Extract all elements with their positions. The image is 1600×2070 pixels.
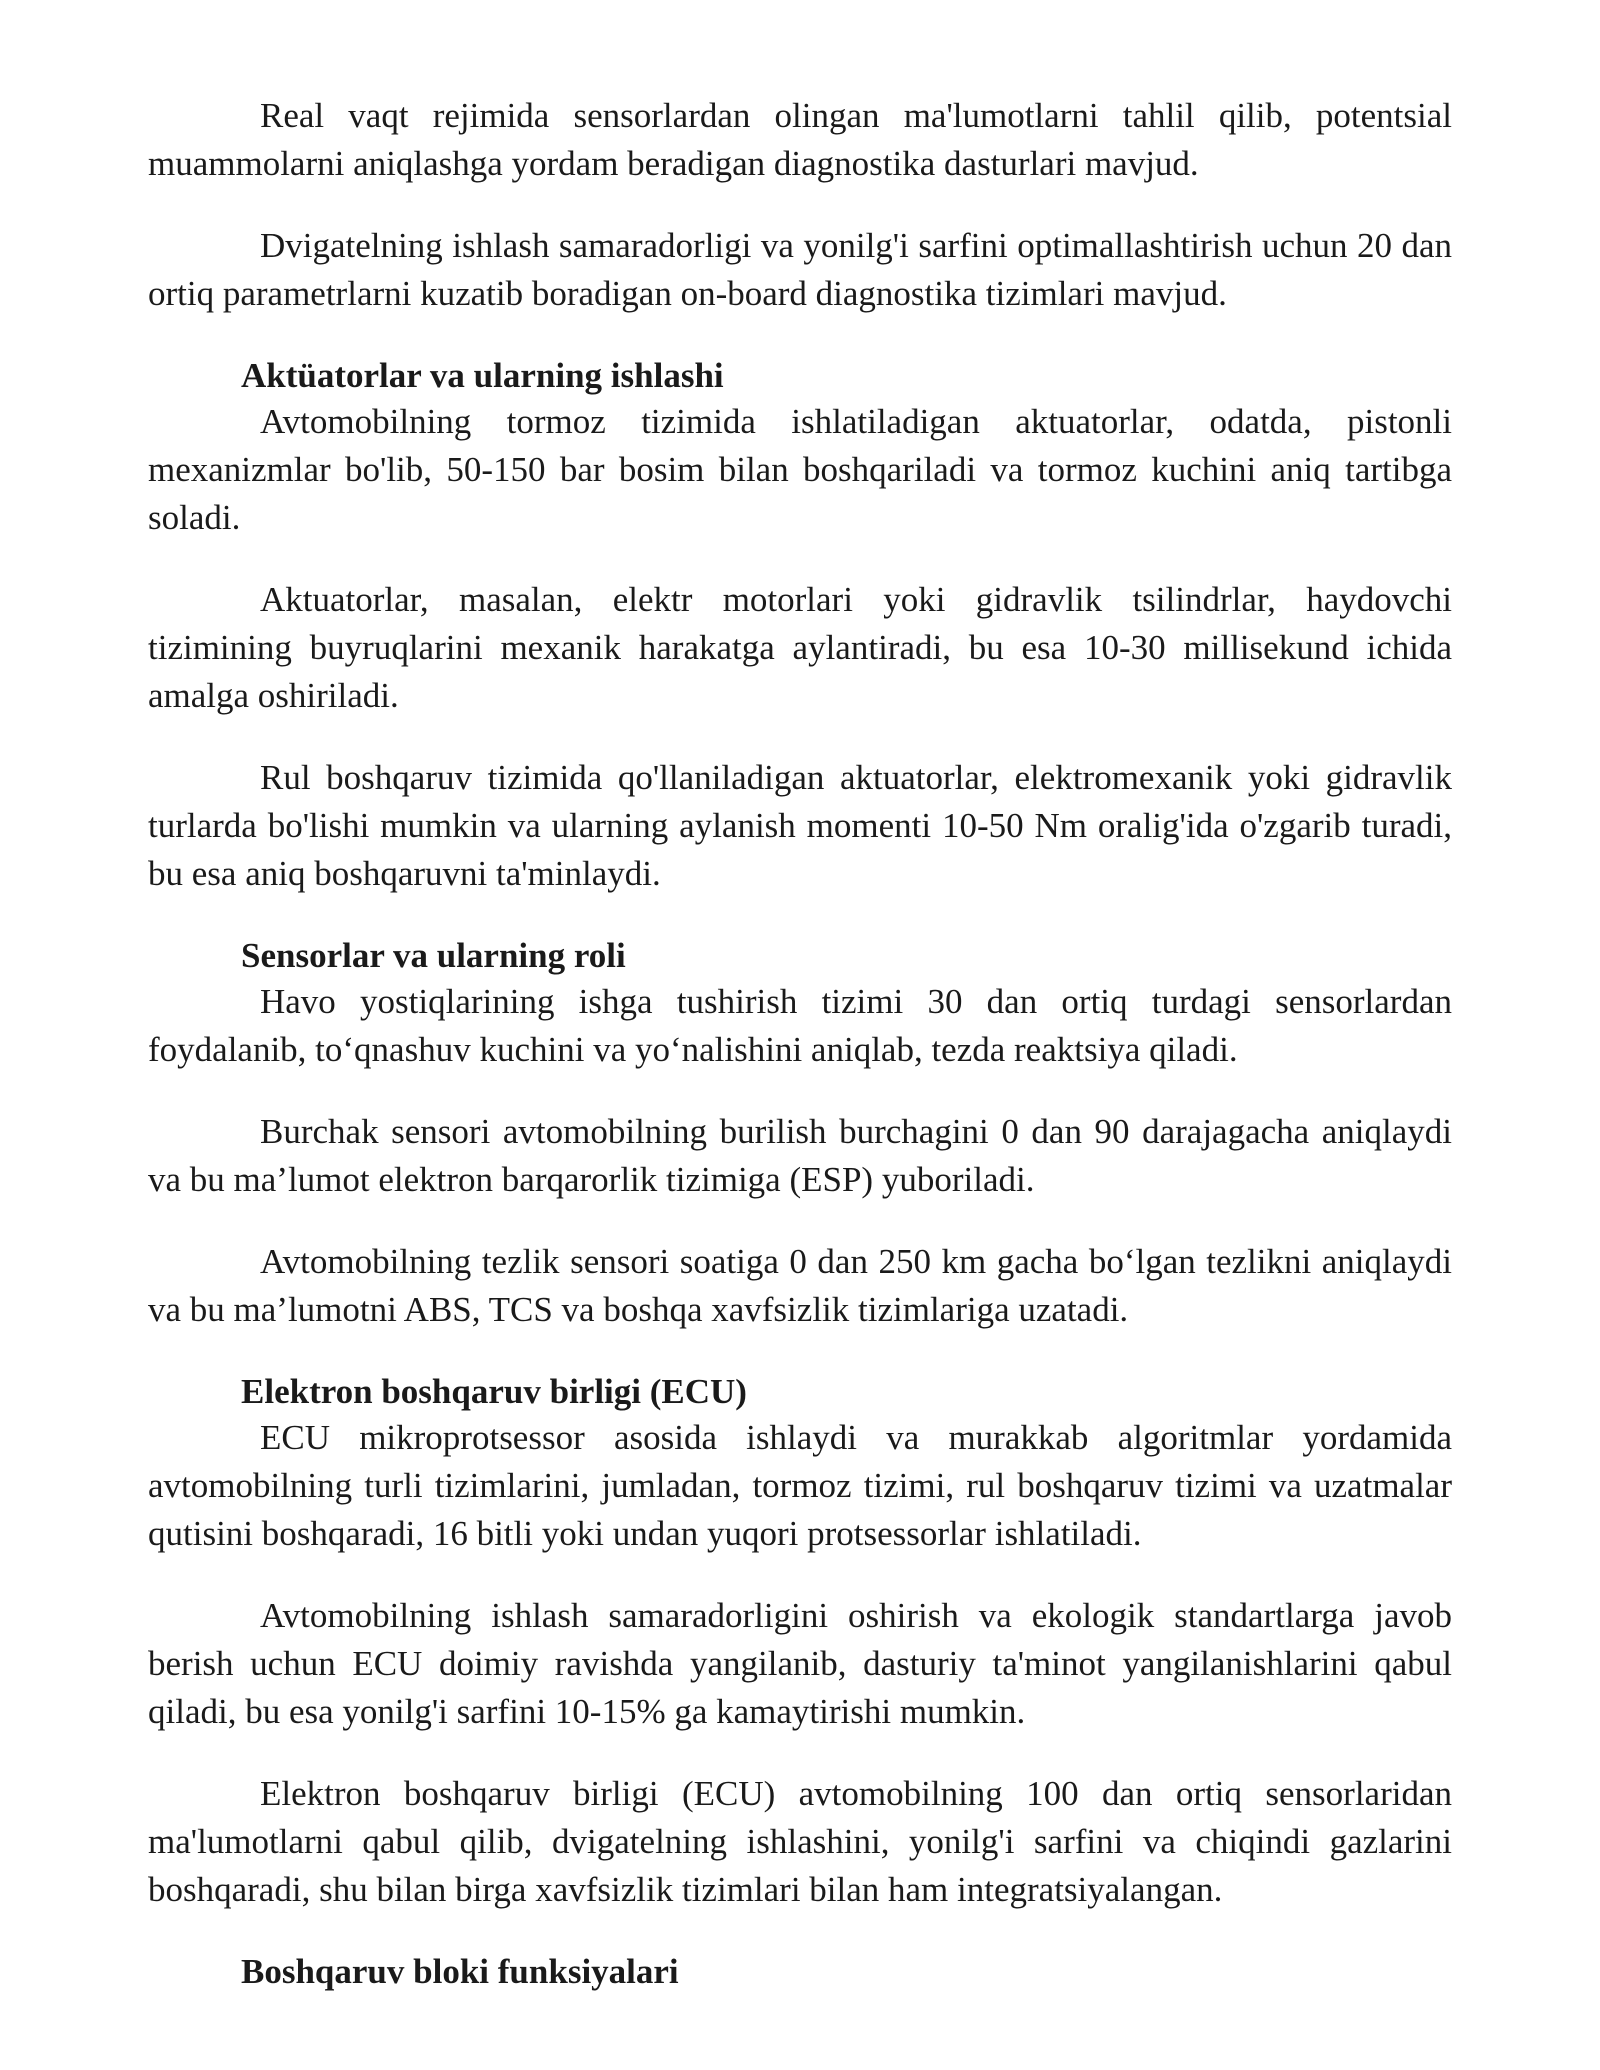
paragraph: Avtomobilning tezlik sensori soatiga 0 dan 250 km gacha bo‘lgan tezlikni aniqlaydi va bu ma’lumotni ABS, TCS va boshqa xavfsizlik tizimlariga uzatadi. (148, 1242, 1452, 1329)
paragraph: Burchak sensori avtomobilning burilish burchagini 0 dan 90 darajagacha aniqlaydi va bu ma’lumot elektron barqarorlik tizimiga (ESP) yuboriladi. (148, 1112, 1452, 1199)
paragraph: Dvigatelning ishlash samaradorligi va yonilg'i sarfini optimallashtirish uchun 20 dan ortiq parametrlarni kuzatib boradigan on-board diagnostika tizimlari mavjud. (148, 226, 1452, 313)
paragraph: Elektron boshqaruv birligi (ECU) avtomobilning 100 dan ortiq sensorlaridan ma'lumotlarni qabul qilib, dvigatelning ishlashini, yonilg'i sarfini va chiqindi gazlarini boshqaradi, shu bilan birga xavfsizlik tizimlari bilan ham integratsiyalangan. (148, 1774, 1452, 1909)
section-heading: Elektron boshqaruv birligi (ECU) (241, 1372, 747, 1411)
paragraph: Havo yostiqlarining ishga tushirish tizimi 30 dan ortiq turdagi sensorlardan foydalanib, to‘qnashuv kuchini va yo‘nalishini aniqlab, tezda reaktsiya qiladi. (148, 982, 1452, 1069)
paragraph: Avtomobilning ishlash samaradorligini oshirish va ekologik standartlarga javob berish uchun ECU doimiy ravishda yangilanib, dasturiy ta'minot yangilanishlarini qabul qiladi, bu esa yonilg'i sarfini 10-15% ga kamaytirishi mumkin. (148, 1596, 1452, 1731)
document-body (148, 92, 1452, 1994)
paragraph: Avtomobilning tormoz tizimida ishlatiladigan aktuatorlar, odatda, pistonli mexanizmlar bo'lib, 50-150 bar bosim bilan boshqariladi va tormoz kuchini aniq tartibga soladi. (148, 402, 1452, 537)
paragraph: Rul boshqaruv tizimida qo'llaniladigan aktuatorlar, elektromexanik yoki gidravlik turlarda bo'lishi mumkin va ularning aylanish momenti 10-50 Nm oralig'ida o'zgarib turadi, bu esa aniq boshqaruvni ta'minlaydi. (148, 758, 1452, 893)
paragraph: Aktuatorlar, masalan, elektr motorlari yoki gidravlik tsilindrlar, haydovchi tizimining buyruqlarini mexanik harakatga aylantiradi, bu esa 10-30 millisekund ichida amalga oshiriladi. (148, 580, 1452, 715)
paragraph: Real vaqt rejimida sensorlardan olingan ma'lumotlarni tahlil qilib, potentsial muammolarni aniqlashga yordam beradigan diagnostika dasturlari mavjud. (148, 96, 1452, 183)
paragraph: ECU mikroprotsessor asosida ishlaydi va murakkab algoritmlar yordamida avtomobilning turli tizimlarini, jumladan, tormoz tizimi, rul boshqaruv tizimi va uzatmalar qutisini boshqaradi, 16 bitli yoki undan yuqori protsessorlar ishlatiladi. (148, 1418, 1452, 1553)
section-heading: Sensorlar va ularning roli (241, 936, 626, 975)
section-heading: Aktüatorlar va ularning ishlashi (241, 356, 724, 395)
section-heading: Boshqaruv bloki funksiyalari (241, 1952, 679, 1991)
